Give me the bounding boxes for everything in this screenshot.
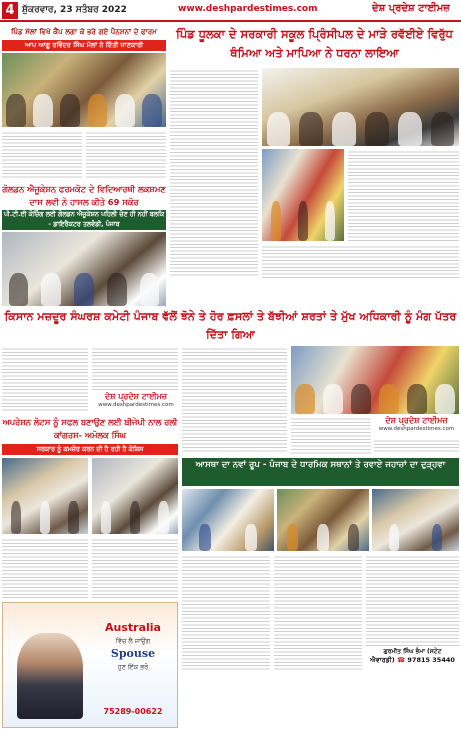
page-number: 4 bbox=[2, 2, 18, 19]
kisan-body-col-5 bbox=[374, 438, 459, 454]
bottom-photo-3 bbox=[372, 489, 459, 551]
byline-role: ਐਵਾਰਡੀ) bbox=[370, 656, 395, 664]
bottom-photo-2 bbox=[277, 489, 369, 551]
ad-line-3: ਹੁਣ ਇੱਕ ਭਰੋ bbox=[117, 663, 149, 671]
ad-line-1: ਵਿੱਚ ਲੈ ਜਾਉਂਗ bbox=[115, 637, 151, 645]
ad-line-2: Spouse bbox=[110, 647, 156, 660]
byline-role-line bbox=[366, 656, 459, 665]
operation-lotus-body-1 bbox=[2, 537, 88, 599]
website-link[interactable]: www.deshpardestimes.com bbox=[178, 4, 318, 14]
main-body-col-3 bbox=[262, 244, 459, 278]
golden-education-headline: ਗੋਲਡਨ ਐਜੂਕੇਸ਼ਨ ਫਰਮਕੋਟ ਦੇ ਵਿਦਿਆਰਥੀ ਲਕਸ਼ਮਣ ਦਾਸ ਲਵੀ ਨੇ ਹਾਸਲ ਕੀਤੇ 69 ਸਕੋਰ bbox=[2, 184, 166, 207]
operation-lotus-subhead: ਸਰਕਾਰ ਨੂੰ ਕਮਜ਼ੋਰ ਕਰਨ ਦੀ ਹੈ ਰਹੀ ਹੈ ਕੋਸ਼ਿਸ bbox=[2, 444, 178, 455]
kisan-headline: ਕਿਸਾਨ ਮਜ਼ਦੂਰ ਸੰਘਰਸ਼ ਕਮੇਟੀ ਪੰਜਾਬ ਵੱਲੋਂ ਝੋਨੇ ਤੇ ਹੋਰ ਫ਼ਸਲਾਂ ਤੇ ਬੱਝੀਆਂ ਸ਼ਰਤਾਂ ਤੇ ਮੁੱਖ ਅਧਿਕਾਰੀ ਨੂੰ ਮੰਗ ਪੱਤਰ ਦਿੱਤਾ ਗਿਆ bbox=[4, 310, 457, 341]
kisan-body-col-4 bbox=[291, 416, 371, 454]
left-top-headline: ਪਿੰਡ ਮੱਲਾਂ ਵਿਖੇ ਕੈਂਪ ਲਗਾ ਕੇ ਭਰੇ ਗਏ ਪੈਨਸ਼ਨਾਂ ਦੇ ਫਾਰਮ bbox=[11, 27, 157, 36]
kisan-body-col-3 bbox=[182, 346, 287, 454]
byline-phone: 97815 35440 bbox=[407, 656, 455, 664]
operation-lotus-headline: ਅਪਰੇਸ਼ਨ ਲੋਟਸ ਨੂੰ ਸਫਲ ਬਣਾਉਣ ਲਈ ਬੀਜੇਪੀ ਨਾਲ ਰਲੀ ਕਾਂਗਰਸ- ਅਮੋਲਕ ਸਿੰਘ bbox=[2, 417, 178, 440]
main-photo-2 bbox=[262, 149, 344, 241]
bottom-photo-1 bbox=[182, 489, 274, 551]
bottom-body-col-2 bbox=[274, 554, 362, 672]
ad-phone[interactable]: 75289-00622 bbox=[103, 707, 163, 716]
issue-date: ਸ਼ੁੱਕਰਵਾਰ, 23 ਸਤੰਬਰ 2022 bbox=[22, 5, 127, 15]
ad-title: Australia bbox=[105, 621, 161, 634]
bottom-headline: ਆਸਥਾ ਦਾ ਨਵਾਂ ਰੂਪ - ਪੰਜਾਬ ਦੇ ਧਾਰਮਿਕ ਸਥਾਨਾਂ ਤੇ ਰਵਾਏ ਜਹਾਜ਼ਾਂ ਦਾ ਦੁੜ੍ਹਵਾ bbox=[182, 458, 459, 486]
brand-box-1-brand: ਦੇਸ਼ ਪ੍ਰਦੇਸ਼ ਟਾਈਮਜ਼ bbox=[104, 392, 168, 401]
golden-education-subhead: ਪੀ.ਟੀ.ਈ ਕੋਚਿੰਗ ਲਈ ਗੋਲਡਨ ਐਜੂਕੇਸ਼ਨ ਪਹਿਲੀ ਚੋਣ ਹੀ ਨਹੀਂ ਬਲਕਿ - ਡਾਇਰੈਕਟਰ ਤਲਵੰਡੀ, ਪੰਜਾਬ bbox=[3, 211, 165, 228]
main-body-col-2 bbox=[348, 149, 459, 241]
left-top-body bbox=[2, 130, 82, 180]
brand-box-2-site[interactable]: www.deshpardestimes.com bbox=[378, 426, 455, 432]
main-photo-1 bbox=[262, 68, 459, 146]
phone-icon: ☎ bbox=[397, 656, 406, 664]
operation-lotus-body-2 bbox=[92, 537, 178, 599]
kisan-body-col-2 bbox=[92, 346, 178, 390]
kisan-body-col-1 bbox=[2, 346, 88, 412]
operation-lotus-photo-1 bbox=[2, 458, 88, 534]
left-top-body-2 bbox=[86, 130, 166, 180]
ad-person-photo bbox=[17, 633, 83, 719]
masthead bbox=[0, 0, 461, 22]
operation-lotus-photo-2 bbox=[92, 458, 178, 534]
brand-box-2 bbox=[374, 416, 459, 436]
bottom-body-col-1 bbox=[182, 554, 270, 672]
byline-name: ਗੁਰਮੀਤ ਸਿੰਘ ਭੰਮਾ (ਸਟੇਟ bbox=[383, 648, 442, 655]
brand-box-1 bbox=[96, 392, 176, 412]
brand-box-2-brand: ਦੇਸ਼ ਪ੍ਰਦੇਸ਼ ਟਾਈਮਜ਼ bbox=[385, 416, 448, 425]
main-headline: ਪਿੰਡ ਧੂਲਕਾ ਦੇ ਸਰਕਾਰੀ ਸਕੂਲ ਪ੍ਰਿੰਸੀਪਲ ਦੇ ਮਾੜੇ ਰਵੱਈਏ ਵਿਰੁੱਧ ਥੰਮਿਆ ਅਤੇ ਮਾਪਿਆ ਨੇ ਧਰਨਾ ਲਾਇਆ bbox=[176, 27, 453, 60]
left-top-subhead: ਆਪ ਆਗੂ ਰਵਿੰਦਰ ਸਿੰਘ ਮੱਲਾਂ ਨੇ ਦਿੱਤੀ ਜਾਣਕਾਰੀ bbox=[2, 40, 166, 51]
kisan-photo bbox=[291, 346, 459, 414]
brand-box-1-site[interactable]: www.deshpardestimes.com bbox=[98, 402, 174, 408]
newspaper-brand: ਦੇਸ਼ ਪ੍ਰਦੇਸ਼ ਟਾਈਮਜ਼ bbox=[372, 3, 450, 14]
golden-education-photo bbox=[2, 232, 166, 306]
australia-spouse-ad[interactable] bbox=[2, 602, 178, 728]
byline bbox=[366, 648, 459, 674]
bottom-body-col-3 bbox=[366, 554, 459, 646]
main-body-col-1 bbox=[170, 68, 258, 278]
left-top-photo bbox=[2, 53, 166, 127]
